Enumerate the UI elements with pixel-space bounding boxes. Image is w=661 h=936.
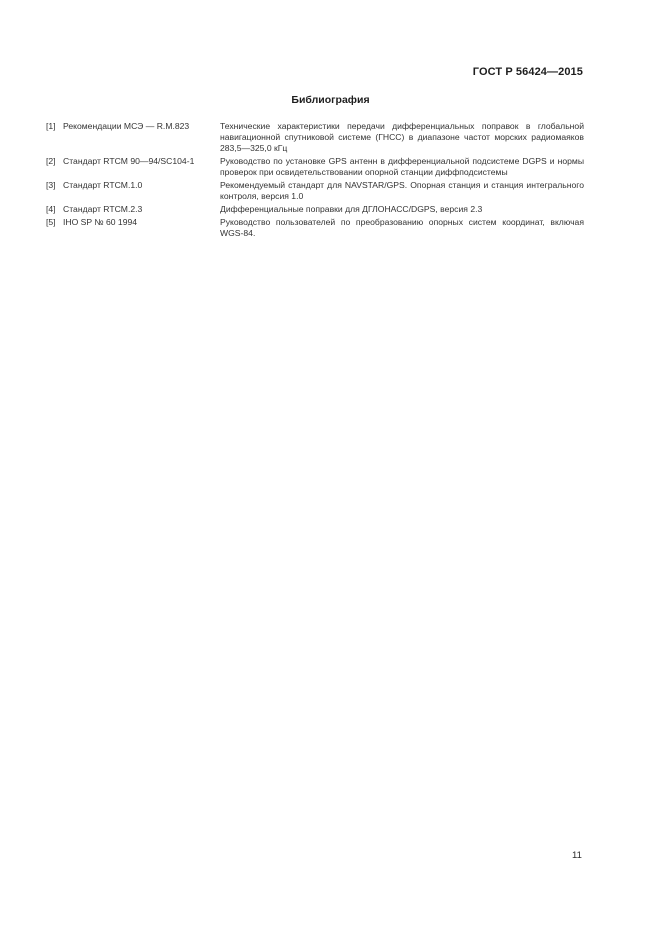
bibliography-entry	[46, 121, 584, 156]
entry-number: [3]	[46, 180, 56, 190]
entry-description: Технические характеристики передачи дифференциальных поправок в глобальной навигационной спутниковой системе (ГНСС) в диапазоне частот морских радиомаяков 283,5—325,0 кГц	[220, 121, 584, 153]
entry-description: Рекомендуемый стандарт для NAVSTAR/GPS. Опорная станция и станция интегрального контроля, версия 1.0	[220, 180, 584, 201]
entry-description: Руководство пользователей по преобразованию опорных систем координат, включая WGS-84.	[220, 217, 584, 238]
entry-number: [1]	[46, 121, 56, 131]
standard-code-header: ГОСТ Р 56424—2015	[472, 66, 583, 78]
section-title: Библиография	[291, 94, 370, 106]
entry-source: Стандарт RTCM.2.3	[63, 204, 143, 214]
entry-source: Рекомендации МСЭ — R.M.823	[63, 121, 190, 131]
entry-number: [4]	[46, 204, 56, 214]
entry-description: Дифференциальные поправки для ДГЛОНАСС/DGPS, версия 2.3	[220, 204, 483, 214]
entry-number: [5]	[46, 217, 56, 227]
bibliography-entry	[46, 204, 584, 217]
entry-source: Стандарт RTCM.1.0	[63, 180, 143, 190]
page-number: 11	[572, 850, 582, 861]
bibliography-table	[46, 121, 584, 241]
bibliography-entry	[46, 180, 584, 204]
bibliography-entry	[46, 156, 584, 180]
entry-number: [2]	[46, 156, 56, 166]
bibliography-entry	[46, 217, 584, 241]
entry-source: IHO SP № 60 1994	[63, 217, 138, 227]
entry-source: Стандарт RTCM 90—94/SC104-1	[63, 156, 195, 166]
entry-description: Руководство по установке GPS антенн в дифференциальной подсистеме DGPS и нормы проверок при освидетельствовании опорной станции диффподсистемы	[220, 156, 584, 177]
